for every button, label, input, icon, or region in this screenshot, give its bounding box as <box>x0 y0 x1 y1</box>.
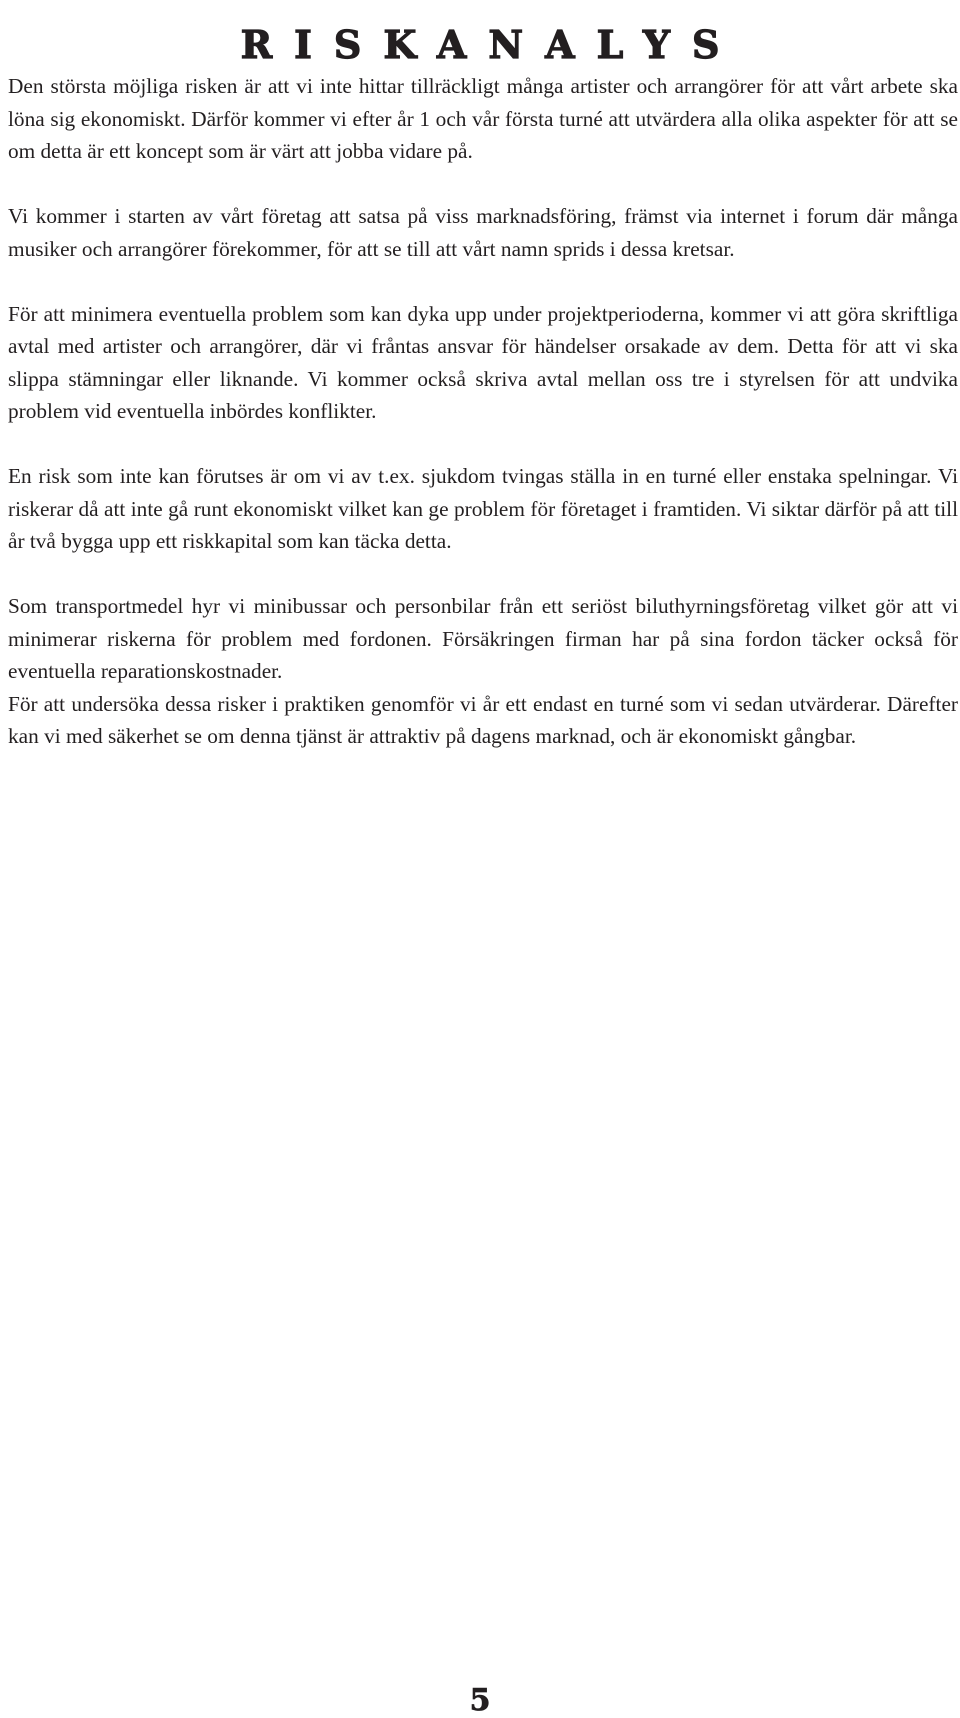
paragraph-main-risk: Den största möjliga risken är att vi inte hittar tillräckligt många artister och arrangörer för att vårt arbete ska löna sig ekonomiskt. Därför kommer vi efter år 1 och vår första turné att utvärdera alla olika aspekter för att se om detta är ett koncept som är värt att jobba vidare på. <box>8 74 958 163</box>
paragraph-evaluation: För att undersöka dessa risker i praktiken genomför vi år ett endast en turné som vi sedan utvärderar. Därefter kan vi med säkerhet se om denna tjänst är attraktiv på dagens marknad, och är ekonomiskt gångbar. <box>8 691 958 748</box>
paragraph-illness-risk: En risk som inte kan förutses är om vi av t.ex. sjukdom tvingas ställa in en turné eller enstaka spelningar. Vi riskerar då att inte gå runt ekonomiskt vilket kan ge problem för företaget i framtiden. Vi siktar därför på att till år två bygga upp ett riskkapital som kan täcka detta. <box>8 464 958 553</box>
document-body <box>8 70 958 785</box>
page-title: RISKANALYS <box>240 22 742 68</box>
paragraph-marketing: Vi kommer i starten av vårt företag att satsa på viss marknadsföring, främst via internet i forum där många musiker och arrangörer förekommer, för att se till att vårt namn sprids i dessa kretsar. <box>8 204 958 261</box>
page-number: 5 <box>469 1683 491 1718</box>
paragraph-transport: Som transportmedel hyr vi minibussar och personbilar från ett seriöst biluthyrningsföretag vilket gör att vi minimerar riskerna för problem med fordonen. Försäkringen firman har på sina fordon täcker också för eventuella reparationskostnader. <box>8 594 958 683</box>
paragraph-contracts: För att minimera eventuella problem som kan dyka upp under projektperioderna, kommer vi att göra skriftliga avtal med artister och arrangörer, där vi fråntas ansvar för händelser orsakade av dem. Detta för att vi ska slippa stämningar eller liknande. Vi kommer också skriva avtal mellan oss tre i styrelsen för att undvika problem vid eventuella inbördes konflikter. <box>8 301 958 423</box>
